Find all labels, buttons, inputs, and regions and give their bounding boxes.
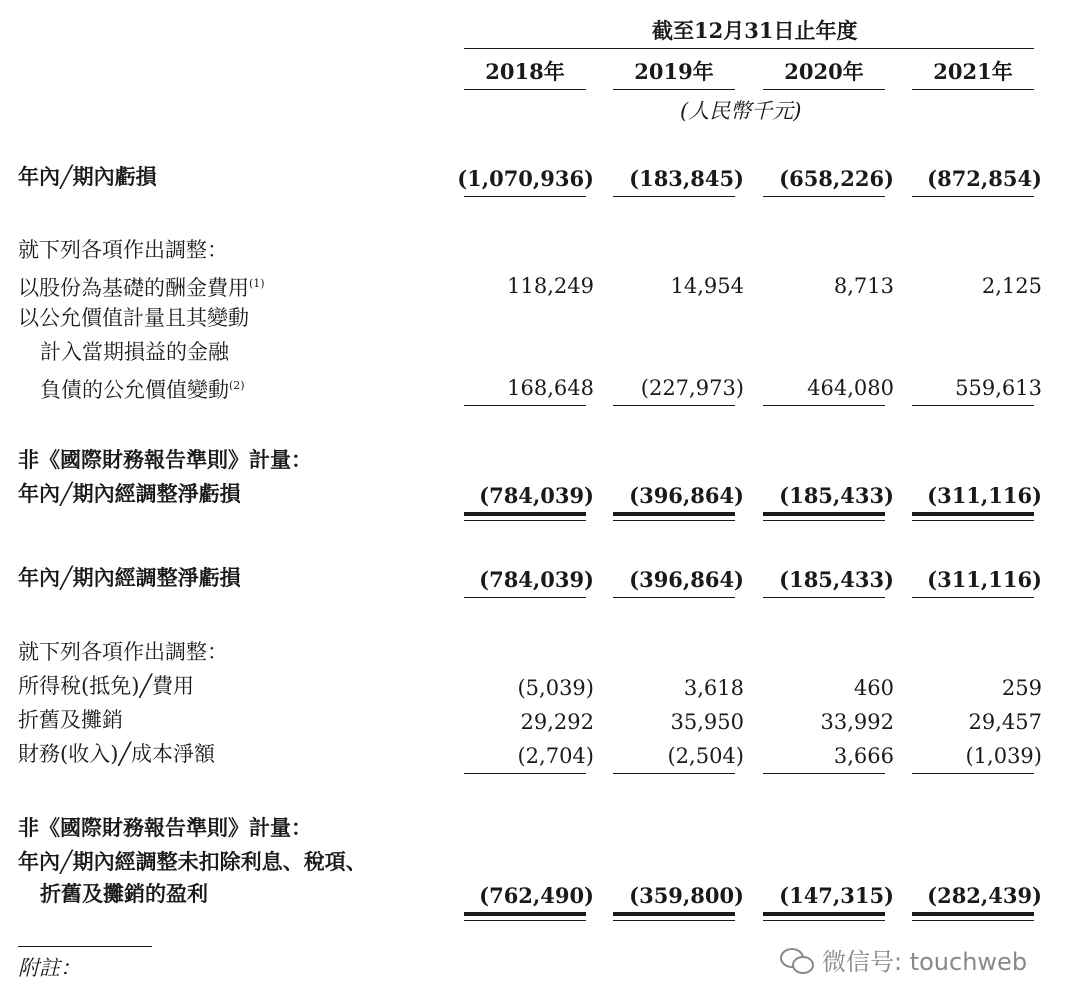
ebitda-label-line2: 折舊及攤銷的盈利: [40, 881, 208, 906]
rule: [763, 405, 885, 406]
year-2018: 2018年: [485, 59, 565, 84]
double-rule: [464, 920, 586, 921]
adjusted-net-loss-2018: (784,039): [479, 483, 594, 508]
ebitda-2019: (359,800): [629, 883, 744, 908]
finance-2020: 3,666: [833, 744, 894, 768]
sbc-2018: 118,249: [507, 274, 594, 298]
double-rule: [613, 520, 735, 521]
year-2019: 2019年: [634, 59, 714, 84]
depreciation-2019: 35,950: [670, 710, 744, 734]
double-rule: [763, 912, 885, 916]
loss-2020: (658,226): [779, 166, 894, 191]
adjusted-net-loss-2019: (396,864): [629, 567, 744, 592]
unit-label: (人民幣千元): [680, 99, 802, 123]
note-ref: (1): [249, 277, 265, 290]
rule: [613, 196, 735, 197]
year-rule: [763, 89, 885, 90]
adjusted-net-loss-label: 年內╱期內經調整淨虧損: [18, 565, 241, 590]
rule: [464, 405, 586, 406]
rule: [912, 597, 1034, 598]
rule: [613, 597, 735, 598]
rule: [912, 405, 1034, 406]
income-tax-label: 所得稅(抵免)╱費用: [18, 674, 195, 698]
finance-2018: (2,704): [517, 744, 594, 768]
double-rule: [763, 512, 885, 516]
year-rule: [464, 89, 586, 90]
year-2020: 2020年: [784, 59, 864, 84]
ebitda-2018: (762,490): [479, 883, 594, 908]
rule: [763, 196, 885, 197]
double-rule: [464, 512, 586, 516]
sbc-label: [18, 270, 265, 302]
year-rule: [912, 89, 1034, 90]
income-tax-2020: 460: [853, 676, 894, 700]
adjustments-heading: 就下列各項作出調整：: [18, 238, 228, 262]
fv-2021: 559,613: [955, 376, 1042, 400]
fv-label-line2: 計入當期損益的金融: [40, 340, 229, 364]
adjusted-net-loss-label: 年內╱期內經調整淨虧損: [18, 481, 241, 506]
double-rule: [763, 520, 885, 521]
adjusted-net-loss-2020: (185,433): [779, 483, 894, 508]
rule: [613, 773, 735, 774]
double-rule: [912, 912, 1034, 916]
rule: [912, 196, 1034, 197]
sbc-label-text: 以股份為基礎的酬金費用: [18, 276, 249, 300]
income-tax-2019: 3,618: [683, 676, 744, 700]
header-rule: [464, 48, 1034, 49]
double-rule: [912, 520, 1034, 521]
double-rule: [613, 920, 735, 921]
year-2021: 2021年: [933, 59, 1013, 84]
depreciation-2020: 33,992: [820, 710, 894, 734]
finance-2021: (1,039): [965, 744, 1042, 768]
rule: [912, 773, 1034, 774]
rule: [464, 773, 586, 774]
rule: [763, 597, 885, 598]
fv-label-line1: 以公允價值計量且其變動: [18, 306, 249, 330]
rule: [763, 773, 885, 774]
double-rule: [613, 512, 735, 516]
finance-label: 財務(收入)╱成本淨額: [18, 742, 216, 766]
adjusted-net-loss-2020: (185,433): [779, 567, 894, 592]
loss-2019: (183,845): [629, 166, 744, 191]
notes-rule: [18, 946, 152, 947]
adjustments-heading: 就下列各項作出調整：: [18, 640, 228, 664]
sbc-2020: 8,713: [833, 274, 894, 298]
notes-label: 附註：: [18, 956, 81, 980]
rule: [464, 196, 586, 197]
non-ifrs-heading: 非《國際財務報告準則》計量：: [18, 815, 312, 840]
fv-label-line3: [40, 372, 245, 404]
rule: [613, 405, 735, 406]
non-ifrs-heading: 非《國際財務報告準則》計量：: [18, 447, 312, 472]
sbc-2021: 2,125: [981, 274, 1042, 298]
fv-2019: (227,973): [640, 376, 744, 400]
adjusted-net-loss-2021: (311,116): [927, 567, 1042, 592]
adjusted-net-loss-2021: (311,116): [927, 483, 1042, 508]
ebitda-2021: (282,439): [927, 883, 1042, 908]
double-rule: [464, 912, 586, 916]
loss-2018: (1,070,936): [457, 166, 594, 191]
income-tax-2021: 259: [1001, 676, 1042, 700]
ebitda-label-line1: 年內╱期內經調整未扣除利息、稅項、: [18, 849, 367, 874]
watermark: [780, 942, 1027, 977]
ebitda-2020: (147,315): [779, 883, 894, 908]
depreciation-2021: 29,457: [968, 710, 1042, 734]
depreciation-label: 折舊及攤銷: [18, 708, 123, 732]
depreciation-2018: 29,292: [520, 710, 594, 734]
double-rule: [464, 520, 586, 521]
loss-label: 年內╱期內虧損: [18, 164, 157, 189]
fv-2020: 464,080: [807, 376, 894, 400]
loss-2021: (872,854): [927, 166, 1042, 191]
double-rule: [763, 920, 885, 921]
watermark-text: 微信号: touchweb: [822, 948, 1028, 976]
period-header: 截至12月31日止年度: [652, 18, 858, 43]
adjusted-net-loss-2019: (396,864): [629, 483, 744, 508]
sbc-2019: 14,954: [670, 274, 744, 298]
double-rule: [613, 912, 735, 916]
wechat-icon: [780, 946, 814, 974]
adjusted-net-loss-2018: (784,039): [479, 567, 594, 592]
year-rule: [613, 89, 735, 90]
double-rule: [912, 920, 1034, 921]
income-tax-2018: (5,039): [517, 676, 594, 700]
fv-2018: 168,648: [507, 376, 594, 400]
rule: [464, 597, 586, 598]
note-ref: (2): [229, 379, 245, 392]
double-rule: [912, 512, 1034, 516]
fv-label-text: 負債的公允價值變動: [40, 378, 229, 402]
finance-2019: (2,504): [667, 744, 744, 768]
